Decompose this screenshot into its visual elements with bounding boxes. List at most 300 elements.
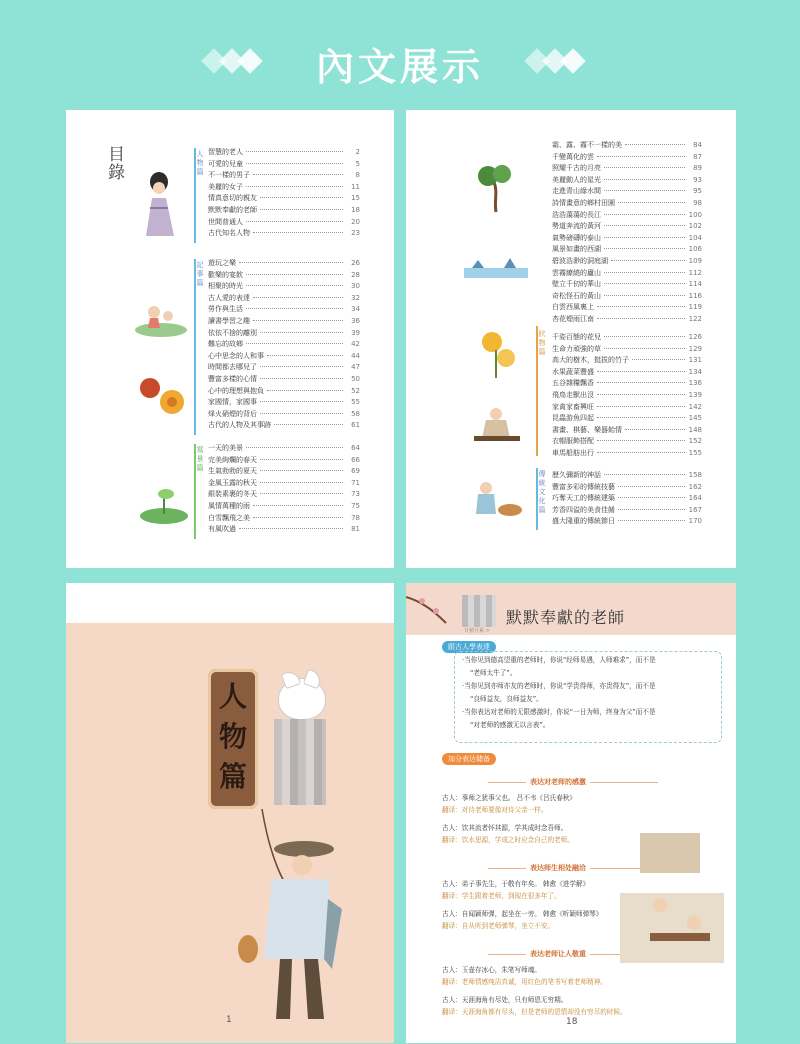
toc-entry-page: 42 (351, 340, 360, 349)
toc-leader-dots (604, 348, 685, 349)
toc-leader-dots (246, 285, 343, 286)
toc-entry-title: 依依不捨的離別 (208, 328, 257, 337)
toc-entry-title: 衣帽服飾搭配 (552, 437, 594, 446)
translation-line: 翻译：天涯海角都有尽头，但是老师的恩情却没有穷尽的时候。 (442, 1008, 627, 1016)
page-top-margin (66, 583, 394, 623)
toc-entry (552, 482, 702, 494)
toc-entry-page: 15 (351, 194, 360, 203)
toc-entry (552, 516, 702, 528)
chrysanthemum-illustration (474, 328, 520, 382)
toc-leader-dots (274, 424, 343, 425)
toc-entry-page: 11 (351, 182, 360, 191)
toc-leader-dots (618, 520, 685, 521)
toc-entry (208, 489, 360, 501)
toc-entry-title: 走進青山綠水間 (552, 187, 601, 196)
toc-entry (208, 513, 360, 525)
toc-entry-title: 千姿百態的花兒 (552, 333, 601, 341)
toc-entry (552, 302, 702, 314)
section-title: 內文展示 (315, 45, 484, 89)
toc-entry (208, 316, 360, 328)
toc-leader-dots (260, 209, 343, 210)
toc-entry-title: 勢道奔流的黃河 (552, 222, 601, 231)
toc-entry-page: 23 (351, 229, 360, 238)
toc-leader-dots (246, 308, 343, 309)
toc-entry-page: 142 (688, 402, 702, 411)
toc-leader-dots (260, 332, 343, 333)
toc-entry-page: 109 (688, 256, 702, 265)
toc-entry (552, 413, 702, 425)
toc-entry (552, 152, 702, 164)
toc-entry-page: 131 (688, 356, 702, 365)
toc-entry-page: 75 (351, 501, 360, 510)
classroom-illustration (620, 833, 724, 983)
section-label-people: 人物篇 (196, 150, 204, 176)
toc-entry-title: 歷久彌新的神話 (552, 471, 601, 479)
toc-entry (208, 386, 360, 398)
toc-entry-page: 36 (351, 316, 360, 325)
toc-entry-title: 昆蟲游魚四起 (552, 414, 594, 423)
toc-entry-title: 勞作與生活 (208, 305, 243, 314)
toc-leader-dots (618, 509, 685, 510)
toc-entry-title: 豐富多樣的心情 (208, 374, 257, 383)
toc-entry (208, 328, 360, 340)
toc-entry-page: 78 (351, 513, 360, 522)
toc-entry-title: 可愛的兒童 (208, 159, 243, 168)
toc-entry (552, 175, 702, 187)
section-label-culture: 傳統文化篇 (538, 470, 546, 514)
toc-leader-dots (604, 248, 685, 249)
toc-entry-page: 119 (688, 303, 702, 312)
blurred-logo (462, 595, 496, 627)
toc-entry (208, 228, 360, 240)
toc-entry-page: 152 (688, 437, 702, 446)
toc-entry-page: 61 (351, 421, 360, 430)
toc-entry-page: 52 (351, 386, 360, 395)
toc-leader-dots (597, 156, 685, 157)
lady-illustration (136, 168, 182, 238)
content-page (406, 583, 736, 1043)
diamond-decoration-right (528, 48, 598, 76)
toc-entry-page: 158 (688, 471, 702, 479)
toc-entry-title: 相聚的時光 (208, 282, 243, 291)
translation-line: 翻译：老师情感纯洁真诚，用红色的笔书写着老师精神。 (442, 978, 607, 986)
toc-leader-dots (260, 413, 343, 414)
toc-entry-title: 一天的美景 (208, 444, 243, 452)
toc-entry (552, 436, 702, 448)
toc-list-events (208, 258, 360, 432)
toc-entry (552, 256, 702, 268)
toc-leader-dots (246, 186, 343, 187)
toc-entry (208, 182, 360, 194)
toc-entry-title: 遊玩之樂 (208, 259, 236, 267)
toc-entry (208, 339, 360, 351)
toc-entry (208, 293, 360, 305)
expression-line: ·当你见到亦师亦友的老师时，你说“学贵得师，亦贵得友”，而不是 (462, 682, 656, 690)
toc-leader-dots (253, 320, 343, 321)
toc-entry-page: 136 (688, 379, 702, 388)
toc-entry-title: 車馬船舫出行 (552, 448, 594, 457)
toc-leader-dots (246, 163, 343, 164)
toc-entry (552, 140, 702, 152)
toc-entry-page: 145 (688, 414, 702, 423)
toc-entry-page: 104 (688, 233, 702, 242)
toc-entry (208, 478, 360, 490)
toc-entry-title: 古人愛的表達 (208, 293, 250, 302)
tag-bonus-expression: 加分表达储备 (442, 753, 496, 765)
quote-line: 古人：事师之犹事父也。 吕不韦《吕氏春秋》 (442, 794, 576, 802)
toc-page-2 (406, 110, 736, 568)
toc-entry-page: 139 (688, 390, 702, 399)
toc-leader-dots (625, 429, 685, 430)
expression-line: “良师益友，良师益友”。 (470, 695, 543, 703)
toc-entry (552, 355, 702, 367)
toc-entry-title: 歡樂的宴飲 (208, 270, 243, 279)
toc-leader-dots (597, 306, 685, 307)
toc-entry (208, 281, 360, 293)
toc-entry-page: 87 (693, 152, 702, 161)
toc-entry-page: 100 (688, 210, 702, 219)
toc-entry-title: 風景如畫的西湖 (552, 245, 601, 254)
toc-leader-dots (267, 355, 343, 356)
toc-leader-dots (597, 452, 685, 453)
translation-line: 翻译：学生跟着老师，到现在很多年了。 (442, 892, 561, 900)
guqin-player-illustration (468, 406, 526, 450)
toc-entry (552, 367, 702, 379)
toc-entry-title: 情真意切的親友 (208, 194, 257, 203)
toc-entry-title: 家禽家畜興旺 (552, 402, 594, 411)
toc-leader-dots (604, 283, 685, 284)
toc-entry-page: 164 (688, 494, 702, 503)
toc-leader-dots (618, 497, 685, 498)
toc-leader-dots (597, 371, 685, 372)
toc-entry-page: 81 (351, 525, 360, 534)
toc-entry-title: 難忘的故鄉 (208, 340, 243, 349)
quote-line: 古人：天涯海角有尽处，只有师恩无穷期。 (442, 996, 568, 1004)
toc-entry-page: 47 (351, 363, 360, 372)
toc-leader-dots (260, 401, 343, 402)
toc-entry-title: 照耀千古的月亮 (552, 164, 601, 173)
toc-entry-title: 時間都去哪兒了 (208, 363, 257, 372)
lotus-leaf-illustration (136, 486, 192, 526)
toc-entry (208, 159, 360, 171)
toc-leader-dots (253, 505, 343, 506)
toc-leader-dots (597, 417, 685, 418)
toc-entry-page: 30 (351, 282, 360, 291)
toc-leader-dots (246, 343, 343, 344)
toc-entry-page: 64 (351, 444, 360, 452)
toc-leader-dots (260, 470, 343, 471)
toc-leader-dots (246, 151, 343, 152)
toc-entry (208, 270, 360, 282)
toc-entry-page: 148 (688, 425, 702, 434)
toc-entry-page: 55 (351, 398, 360, 407)
toc-entry-page: 167 (688, 505, 702, 514)
toc-leader-dots (604, 295, 685, 296)
fisherman-illustration (232, 809, 358, 1041)
toc-entry-page: 114 (688, 280, 702, 289)
dog-illustration (278, 678, 326, 720)
toc-entry-title: 壁立千仞的華山 (552, 280, 601, 289)
toc-leader-dots (618, 202, 685, 203)
toc-entry-page: 18 (351, 205, 360, 214)
toc-leader-dots (246, 274, 343, 275)
toc-entry-title: 巧奪天工的傳統建築 (552, 494, 615, 503)
toc-leader-dots (246, 447, 343, 448)
toc-entry-title: 風情萬種的雨 (208, 501, 250, 510)
toc-entry-page: 44 (351, 351, 360, 360)
toc-leader-dots (260, 197, 343, 198)
toc-entry (552, 186, 702, 198)
toc-entry-title: 烽火硝煙的背后 (208, 409, 257, 418)
toc-entry-title: 心中的理想與抱負 (208, 386, 264, 395)
toc-entry-title: 水果蔬菜豐盛 (552, 367, 594, 376)
toc-entry-page: 129 (688, 344, 702, 353)
toc-entry-title: 有風吹過 (208, 525, 236, 534)
toc-entry-page: 126 (688, 333, 702, 341)
toc-entry (208, 170, 360, 182)
toc-entry (208, 351, 360, 363)
toc-entry (208, 205, 360, 217)
toc-entry-title: 讀書學習之趣 (208, 316, 250, 325)
page-subtitle: 日積月累 > (464, 628, 490, 634)
toc-list-culture (552, 470, 702, 528)
toc-entry (552, 163, 702, 175)
toc-leader-dots (604, 225, 685, 226)
toc-entry (552, 425, 702, 437)
toc-entry-page: 20 (351, 217, 360, 226)
toc-entry-title: 古代知名人物 (208, 229, 250, 238)
toc-entry-title: 心中思念的人和事 (208, 351, 264, 360)
toc-entry (552, 221, 702, 233)
toc-leader-dots (604, 179, 685, 180)
toc-entry-title: 銀裝素裹的冬天 (208, 490, 257, 499)
toc-list-scenery (208, 443, 360, 536)
toc-entry-page: 102 (688, 222, 702, 231)
toc-entry-title: 不一樣的男子 (208, 171, 250, 180)
toc-entry (552, 470, 702, 482)
toc-entry (208, 466, 360, 478)
banner-char-1: 人 (218, 680, 247, 713)
toc-leader-dots (260, 366, 343, 367)
toc-leader-dots (597, 440, 685, 441)
toc-entry-page: 71 (351, 478, 360, 487)
group-heading: 表达对老师的感激 (526, 777, 590, 787)
toc-leader-dots (597, 406, 685, 407)
toc-entry (552, 314, 702, 326)
toc-leader-dots (632, 359, 685, 360)
toc-entry-title: 碧波浩渺的洞庭湖 (552, 256, 608, 265)
toc-entry-title: 飛鳥走獸出沒 (552, 390, 594, 399)
toc-entry (552, 390, 702, 402)
toc-entry-title: 家國情，家國事 (208, 398, 257, 407)
flower-illustration (138, 376, 190, 422)
page-title: 默默奉獻的老師 (506, 608, 626, 627)
toc-leader-dots (239, 262, 343, 263)
toc-entry (552, 332, 702, 344)
toc-entry-page: 73 (351, 490, 360, 499)
toc-list-people (208, 147, 360, 240)
quote-line: 古人：玉壶存冰心，朱笔写师魂。 (442, 966, 541, 974)
toc-entry (208, 258, 360, 270)
toc-entry-title: 白雪飄飛之美 (208, 513, 250, 522)
toc-entry (552, 279, 702, 291)
toc-entry (552, 233, 702, 245)
tag-learn-expression: 跟古人學表達 (442, 641, 496, 653)
toc-entry-title: 氣勢磅礴的泰山 (552, 233, 601, 242)
toc-leader-dots (604, 336, 685, 337)
section-label-events: 記事篇 (196, 261, 204, 287)
toc-entry-title: 千變萬化的雲 (552, 152, 594, 161)
toc-entry-page: 26 (351, 259, 360, 267)
toc-entry (552, 244, 702, 256)
chapter-banner (208, 669, 258, 809)
toc-leader-dots (246, 221, 343, 222)
toc-leader-dots (253, 517, 343, 518)
lake-illustration (464, 256, 528, 282)
toc-entry (208, 455, 360, 467)
toc-entry (552, 448, 702, 460)
toc-entry-title: 霜、露、霧不一樣的美 (552, 141, 622, 149)
toc-entry-title: 杏花煙雨江南 (552, 314, 594, 323)
toc-entry-title: 生命力頑強的草 (552, 344, 601, 353)
toc-entry (208, 147, 360, 159)
toc-entry-page: 5 (355, 159, 360, 168)
toc-entry (552, 291, 702, 303)
toc-entry-title: 世間普通人 (208, 217, 243, 226)
toc-leader-dots (253, 174, 343, 175)
toc-entry (208, 193, 360, 205)
chapter-cover-page (66, 583, 394, 1043)
toc-entry-page: 69 (351, 467, 360, 476)
translation-line: 翻译：自从听到老师弹琴，坐立不安。 (442, 922, 555, 930)
group-heading: 表达师生相处融洽 (526, 863, 590, 873)
toc-entry (208, 374, 360, 386)
toc-entry (552, 493, 702, 505)
toc-entry (208, 443, 360, 455)
toc-list-scenery-cont (552, 140, 702, 326)
section-label-objects: 狀物篇 (538, 330, 546, 356)
toc-leader-dots (253, 232, 343, 233)
quote-line: 古人：饮其流者怀其源，学其成时念吾师。 (442, 824, 568, 832)
children-illustration (132, 290, 190, 338)
toc-entry (208, 524, 360, 536)
expression-line: “老师太牛了”。 (470, 669, 517, 677)
toc-entry-page: 122 (688, 314, 702, 323)
toc-entry-page: 106 (688, 245, 702, 254)
group-heading: 表达老师让人敬重 (526, 949, 590, 959)
toc-entry-page: 155 (688, 448, 702, 457)
quote-line: 古人：自闻颖师弹，起坐在一旁。 韩愈《听颖师弹琴》 (442, 910, 603, 918)
toc-entry (208, 409, 360, 421)
toc-entry-page: 84 (693, 141, 702, 149)
translation-line: 翻译：饮水思源，学成之时应念自己的老师。 (442, 836, 574, 844)
translation-line: 翻译：对待老师要像对待父亲一样。 (442, 806, 548, 814)
toc-leader-dots (611, 260, 685, 261)
toc-entry (552, 268, 702, 280)
toc-entry (552, 344, 702, 356)
toc-entry-page: 116 (688, 291, 702, 300)
blurred-logo (274, 719, 326, 805)
toc-entry (208, 362, 360, 374)
toc-entry (552, 402, 702, 414)
toc-entry-page: 66 (351, 455, 360, 464)
toc-entry-page: 8 (355, 171, 360, 180)
expression-line: ·当你表达对老师的无限感激时，你说“一日为师，终身为父”而不是 (462, 708, 656, 716)
toc-entry-title: 書畫、棋藝、樂器飴情 (552, 425, 622, 434)
toc-leader-dots (604, 167, 685, 168)
toc-leader-dots (604, 237, 685, 238)
toc-entry-page: 39 (351, 328, 360, 337)
toc-entry-page: 28 (351, 270, 360, 279)
toc-leader-dots (604, 272, 685, 273)
toc-entry-title: 高大的樹木，挺拔的竹子 (552, 356, 629, 365)
toc-leader-dots (604, 190, 685, 191)
toc-leader-dots (267, 390, 343, 391)
toc-entry-page: 2 (355, 148, 360, 156)
quote-line: 古人：弟子事先生，于敬有年矣。 韩愈《进学解》 (442, 880, 590, 888)
toc-entry (552, 505, 702, 517)
toc-entry (208, 501, 360, 513)
toc-leader-dots (625, 144, 685, 145)
toc-leader-dots (597, 382, 685, 383)
toc-entry-title: 智慧的老人 (208, 148, 243, 156)
cooking-illustration (468, 478, 526, 520)
toc-entry-title: 盛大隆重的傳統節日 (552, 517, 615, 526)
toc-entry-title: 白雲西風裏上 (552, 303, 594, 312)
toc-entry-page: 93 (693, 175, 702, 184)
toc-entry (208, 217, 360, 229)
toc-entry (552, 198, 702, 210)
toc-entry-page: 162 (688, 482, 702, 491)
toc-entry-page: 112 (688, 268, 702, 277)
toc-heading: 目錄 (108, 145, 125, 183)
page-number: 1 (226, 1015, 232, 1025)
toc-entry-title: 美麗動人的星光 (552, 175, 601, 184)
expression-line: ·当你见到德高望重的老师时，你说“经师易遇，人师难求”，而不是 (462, 656, 656, 664)
banner-char-2: 物 (218, 720, 247, 753)
toc-entry-title: 芳香四溢的美食佳餚 (552, 505, 615, 514)
toc-leader-dots (260, 378, 343, 379)
toc-entry-title: 生氣勃勃的夏天 (208, 467, 257, 476)
expression-line: “对老师的感激无以言表”。 (470, 721, 550, 729)
toc-entry (552, 210, 702, 222)
toc-entry-title: 完美絢爛的春天 (208, 455, 257, 464)
toc-leader-dots (604, 214, 685, 215)
toc-entry-page: 58 (351, 409, 360, 418)
toc-leader-dots (260, 493, 343, 494)
toc-leader-dots (260, 482, 343, 483)
toc-leader-dots (597, 394, 685, 395)
toc-list-objects (552, 332, 702, 460)
toc-entry (208, 304, 360, 316)
toc-entry-title: 默默奉獻的老師 (208, 205, 257, 214)
toc-entry-title: 奇松怪石的黃山 (552, 291, 601, 300)
toc-entry-page: 134 (688, 367, 702, 376)
plum-branch-illustration (406, 587, 456, 627)
toc-entry (208, 397, 360, 409)
toc-entry (208, 420, 360, 432)
toc-entry-page: 50 (351, 374, 360, 383)
toc-entry-page: 32 (351, 293, 360, 302)
toc-entry-page: 95 (693, 187, 702, 196)
toc-entry-title: 五谷雜糧飄香 (552, 379, 594, 388)
toc-entry-title: 金風玉露的秋天 (208, 478, 257, 487)
toc-leader-dots (239, 528, 343, 529)
toc-entry-page: 98 (693, 198, 702, 207)
toc-entry (552, 378, 702, 390)
section-label-scenery: 寫景篇 (196, 446, 204, 472)
toc-leader-dots (597, 318, 685, 319)
